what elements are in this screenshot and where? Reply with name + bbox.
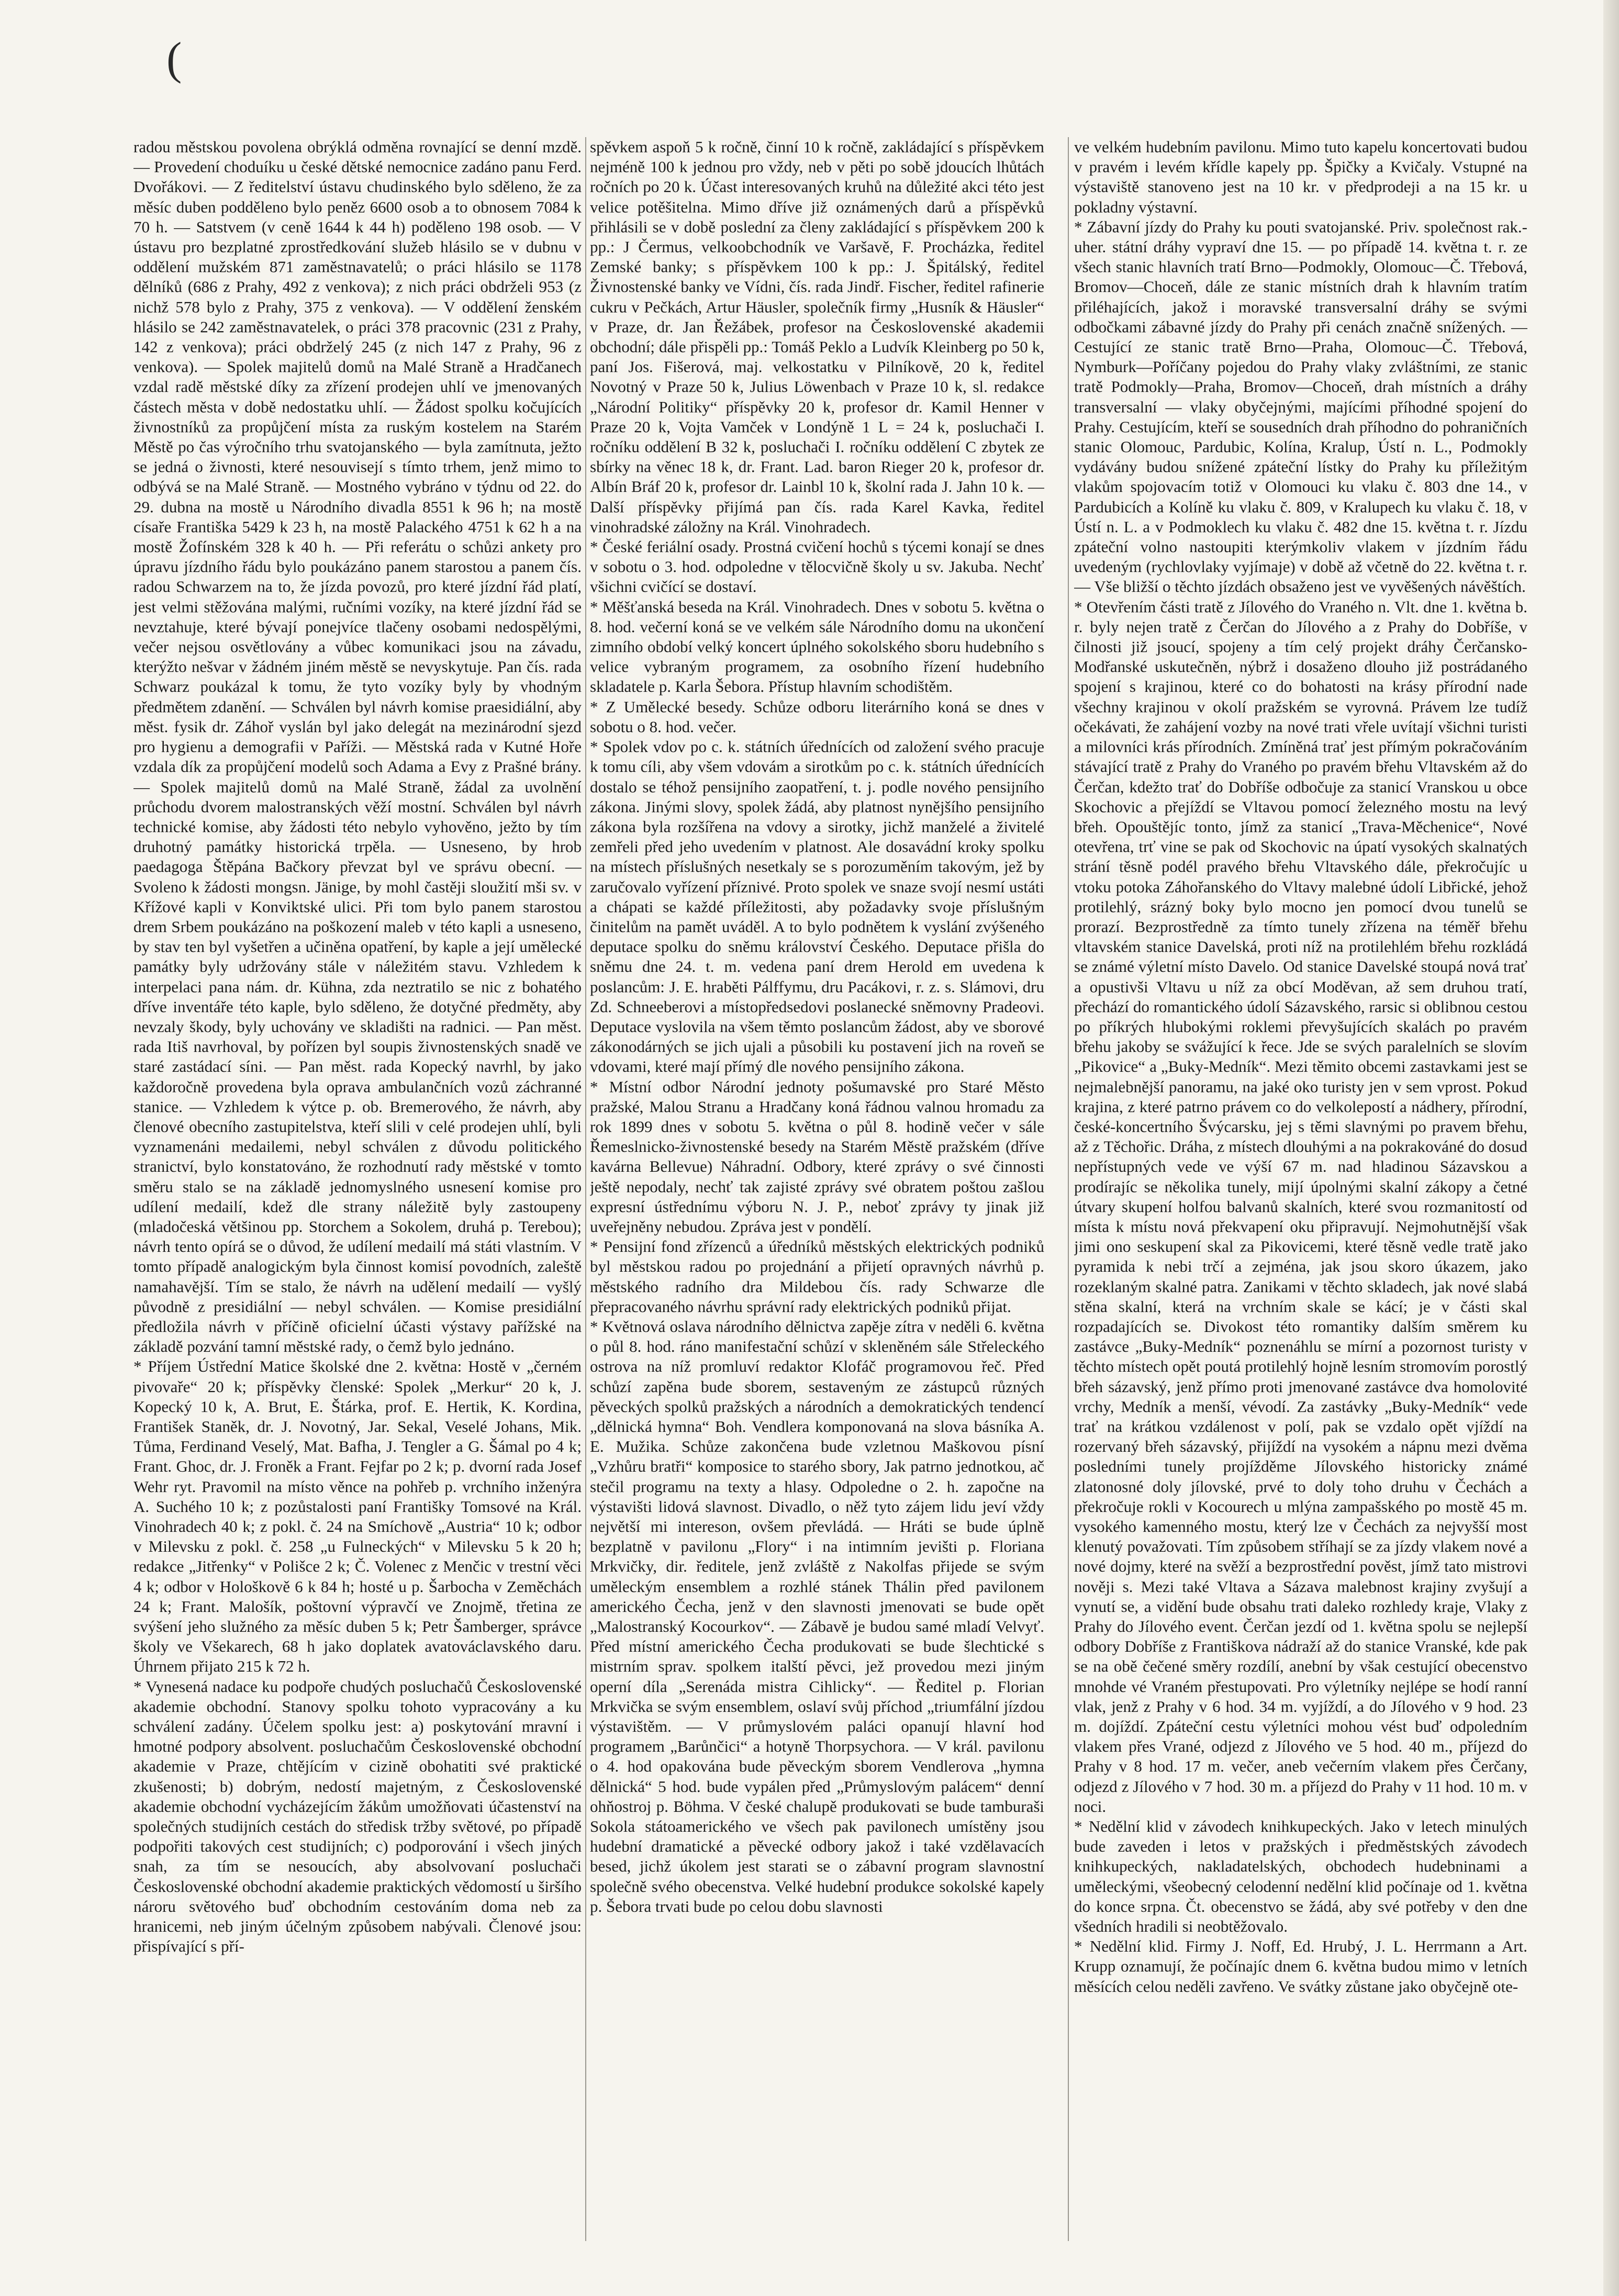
- paragraph-donors: spěvkem aspoň 5 k ročně, činní 10 k ročně, zakládající s příspěvkem nejméně 100 k jednou pro vždy, neb v pěti po sobě jdoucích lhůtách ročních po 20 k. Účast interesovaných kruhů na důležité akci této jest velice potěšitelna. Mimo dříve již oznámených darů a příspěvků přihlásili se v době poslední za členy zakládající s příspěvkem 200 k pp.: J Čermus, velkoobchodník ve Varšavě, F. Procházka, ředitel Zemské banky; s příspěvkem 100 k pp.: J. Špitálský, ředitel Živnostenské banky ve Vídni, čís. rada Jindř. Fischer, ředitel rafinerie cukru v Pečkách, Artur Häusler, společník firmy „Husník & Häusler“ v Praze, dr. Jan Řežábek, profesor na Československé akademii obchodní; dále přispěli pp.: Tomáš Peklo a Ludvík Kleinberg po 50 k, paní Jos. Fišerová, maj. velkostatku v Pilníkově, 20 k, ředitel Novotný v Praze 50 k, Julius Löwenbach v Praze 10 k, sl. redakce „Národní Politiky“ příspěvky 20 k, profesor dr. Kamil Henner v Praze 20 k, Vojta Vamček v Londýně 1 L = 24 k, posluchači I. ročníku oddělení B 32 k, posluchači I. ročníku oddělení C zbytek ze sbírky na věnec 18 k, dr. Frant. Lad. baron Rieger 20 k, profesor dr. Albín Bráf 20 k, profesor dr. Lainbl 10 k, školní rada J. Jahn 10 k. — Další příspěvky přijímá pan čís. rada Karel Kavka, ředitel vinohradské záložny na Král. Vinohradech.: [590, 138, 1044, 536]
- paragraph-ferialni-osady: * České feriální osady. Prostná cvičení hochů s týcemi konají se dnes v sobotu o 3. hod. odpoledne v tělocvičně školy u sv. Jakuba. Nechť všichni cvičící se dostaví.: [590, 537, 1044, 596]
- paragraph-akademie-nadace: * Vynesená nadace ku podpoře chudých posluchačů Československé akademie obchodní. Stanovy spolku tohoto vypracovány a ku schválení zadány. Účelem spolku jest: a) poskytování mravní i hmotné podpory absolvent. posluchačům Československé obchodní akademie v Praze, chtějícím v cizině obohatiti své praktické zkušenosti; b) dobrým, nedostí majetným, z Československé akademie obchodní vycházejícím žákům umožňovati účastenství na společných studijních cestách do středisk tržby světové, po případě podpořiti takových cest studijních; c) podporování i všech jiných snah, za tím se nesoucích, aby absolvovaní posluchači Československé obchodní akademie praktických vědomostí u širšího nároru světového buď obchodním cestováním doma neb za hranicemi, neb jiným účelným způsobem nabývali. Členové jsou: přispívající s pří-: [133, 1677, 582, 1956]
- paragraph-nedelni-klid-knihkupci: * Nedělní klid v závodech knihkupeckých. Jako v letech minulých bude zaveden i letos v pražských i předměstských závodech knihkupeckých, nakladatelských, obchodech hudebninami a uměleckými, všeobecný celodenní nedělní klid počínaje od 1. května do konce srpna. Čt. obecenstvo se žádá, aby své potřeby v den dne všedních hradili si neobtěžovalo.: [1074, 1817, 1527, 1936]
- page-edge-shadow: [1603, 0, 1619, 2296]
- column-divider: [1068, 137, 1069, 2241]
- column-divider: [585, 137, 586, 2241]
- paragraph-matice-skolska: * Příjem Ústřední Matice školské dne 2. května: Hostě v „černém pivovaře“ 20 k; příspěvky členské: Spolek „Merkur“ 20 k, J. Kopecký 10 k, A. Brut, E. Štárka, prof. E. Hertik, K. Kordina, František Staněk, dr. J. Novotný, Jar. Sekal, Veselé Johans, Mik. Tůma, Ferdinand Veselý, Mat. Bafha, J. Tengler a G. Šámal po 4 k; Frant. Ghoc, dr. J. Froněk a Frant. Fejfar po 2 k; p. dvorní rada Josef Wehr ryt. Pravomil na místo věnce na pohřeb p. vrchního inženýra A. Suchého 10 k; z pozůstalosti paní Františky Tomsové na Král. Vinohradech 40 k; z pokl. č. 24 na Smíchově „Austria“ 10 k; odbor v Milevsku z pokl. č. 258 „u Fulneckých“ v Milevsku 5 k 20 h; redakce „Jitřenky“ v Polišce 2 k; Č. Volenec z Menčic v trestní věci 4 k; odbor v Hološkově 6 k 84 h; hosté u p. Šarbocha v Zeměchách 24 k; Frant. Malošík, poštovní výpravčí ve Znojmě, třetina ze svýšení jeho služného za měsíc duben 5 k; Petr Šamberger, správce školy ve Všekarech, 68 h jako doplatek avatováclavského daru. Úhrnem přijato 215 k 72 h.: [133, 1357, 582, 1676]
- column-right: [1074, 137, 1527, 2241]
- paragraph-mestanska-beseda: * Měšťanská beseda na Král. Vinohradech. Dnes v sobotu 5. května o 8. hod. večerní koná se ve velkém sále Národního domu na ukončení zimního období velký koncert úplného sokolského sboru hudebního s velice vybraným programem, za osobního řízení hudebního skladatele p. Karla Šebora. Přístup hlavním schodištěm.: [590, 597, 1044, 696]
- paragraph-jednota-posumavska: * Místní odbor Národní jednoty pošumavské pro Staré Město pražské, Malou Stranu a Hradčany koná řádnou valnou hromadu za rok 1899 dnes v sobotu 5. května o půl 8. hodině večer v sále Řemeslnicko-živnostenské besedy na Starém Městě pražském (dříve kavárna Bellevue) Náhradní. Odbory, které zprávy o své činnosti ještě nepodaly, nechť tak zajisté zprávy své obratem poštou zašlou expresní ústřednímu výboru N. J. P., neboť zprávy ty jinak již uveřejněny nebudou. Zpráva jest v pondělí.: [590, 1077, 1044, 1236]
- paragraph-city-council: radou městskou povolena obrýklá odměna rovnající se denní mzdě. — Provedení choduíku u české dětské nemocnice zadáno panu Ferd. Dvořákovi. — Z ředitelství ústavu chudinského bylo sděleno, že za měsíc duben podděleno bylo peněz 6600 osob a to obnosem 7084 k 70 h. — Satstvem (v ceně 1644 k 44 h) poděleno 198 osob. — V ústavu pro bezplatné zprostředkování služeb hlásilo se v dubnu v oddělení mužském 871 zaměstnavatelů; o práci hlásilo se 1178 dělníků (686 z Prahy, 492 z venkova); z nich práci obdrželi 953 (z nichž 578 bylo z Prahy, 375 z venkova). — V oddělení ženském hlásilo se 242 zaměstnavatelek, o práci 378 pracovnic (231 z Prahy, 142 z venkova); práci obdrželý 245 (z nich 147 z Prahy, 96 z venkova). — Spolek majitelů domů na Malé Straně a Hradčanech vzdal radě městské díky za zřízení prodejen uhlí ve jmenovaných částech města v době nedostatku uhlí. — Žádost spolku kočujících živnostníků za propůjčení místa za ruským kostelem na Starém Městě po čas výročního trhu svatojanského — byla zamítnuta, ježto se jedná o živnosti, které nesouvisejí s tímto trhem, jenž mimo to odbývá se na Malé Straně. — Mostného vybráno v týdnu od 22. do 29. dubna na mostě u Národního divadla 8551 k 96 h; na mostě císaře Františka 5429 k 23 h, na mostě Palackého 4751 k 62 h a na mostě Žofínském 328 k 40 h. — Při referátu o schůzi ankety pro úpravu jízdního řádu bylo poukázáno panem starostou a panem čís. radou Schwarzem na to, že jízda povozů, pro které jízdní řád platí, jest velmi stěžována malými, ručními vozíky, na které jízdní řád se nevztahuje, které bývají ponejvíce tlačeny osobami nedospělými, večer nejsou osvětlovány a vůbec komunikaci jsou na závadu, kterýžto nešvar v žádném jiném městě se nevyskytuje. Pan čís. rada Schwarz poukázal k tomu, že tyto vozíky byly by vhodným předmětem zdanění. — Schválen byl návrh komise praesidiální, aby měst. fysik dr. Záhoř vyslán byl jako delegát na mezinárodní sjezd pro hygienu a demografii v Paříži. — Městská rada v Kutné Hoře vzdala dík za propůjčení modelů soch Adama a Evy z Prašné brány. — Spolek majitelů domů na Malé Straně, žádal za uvolnění průchodu dvorem malostranských věží mostní. Schválen byl návrh technické komise, aby žádosti této nebylo vyhověno, ježto by tím druhotný památky historická trpěla. — Usneseno, by hrob paedagoga Štěpána Bačkory převzat byl ve správu obecní. — Svoleno k žádosti mongsn. Jänige, by mohl častěji sloužití mši sv. v Křížové kapli v Konviktské ulici. Při tom bylo panem starostou drem Srbem poukázáno na poškození maleb v této kapli a usneseno, by stav ten byl vyšetřen a učiněna opatření, by kaple a její umělecké památky byly udržovány stále v náležitém stavu. Vzhledem k interpelaci pana nám. dr. Kühna, zda neztratilo se nic z bohatého dříve inventáře této kaple, bylo sděleno, že dotyčné předměty, aby nevzaly škody, byly uchovány ve skladišti na radnici. — Pan měst. rada Itiš navrhoval, by pořízen byl soupis živnostenských snadě ve staré zastádací síni. — Pan měst. rada Kopecký navrhl, by jako každoročně provedena byla oprava ambulančních vozů záchranné stanice. — Vzhledem k výtce p. ob. Bremerového, že návrh, aby členové obecního zastupitelstva, kteří slili v celé prodejen uhlí, byli vyznamenáni medailemi, nebyl schválen z důvodu politického stranictví, bylo konstatováno, že rozhodnutí rady městské v tomto směru stalo se na základě jednomyslného usnesení komise pro udílení medailí, kdež dle strany náležitě byly zastoupeny (mladočeská většinou pp. Storchem a Sokolem, druhá p. Terebou); návrh tento opírá se o důvod, že udílení medailí má státi vlastním. V tomto případě analogickým byla činnost komisí povodních, zaleště namahavější. Tím se stalo, že návrh na udělení medailí — vyšlý původně z presidiální — nebyl schválen. — Komise presidiální předložila návrh v příčině oficielní účasti výstavy pařížské na základě pozvání tamní městské rady, o čemž bylo jednáno.: [133, 138, 582, 1356]
- paragraph-vystaviste: ve velkém hudebním pavilonu. Mimo tuto kapelu koncertovati budou v pravém i levém křídle kapely pp. Špičky a Kvičaly. Vstupné na výstaviště stanoveno jest na 10 kr. v předprodeji a na 15 kr. u pokladny výstavní.: [1074, 138, 1527, 216]
- paragraph-nedelni-klid-firmy: * Nedělní klid. Firmy J. Noff, Ed. Hrubý, J. L. Herrmann a Art. Krupp oznamují, že počínajíc dnem 6. května budou mimo v letních měsících celou neděli zavřeno. Ve svátky zůstane jako obyčejně ote-: [1074, 1937, 1527, 1996]
- paragraph-pensijni-fond: * Pensijní fond zřízenců a úředníků městských elektrických podniků byl městskou radou po projednání a přijetí opravných návrhů p. městského radního dra Mildebou čís. rady Schwarze dle přepracovaného návrhu správní rady elektrických podniků přijat.: [590, 1237, 1044, 1316]
- paragraph-trat-jilove: * Otevřením části tratě z Jílového do Vraného n. Vlt. dne 1. května b. r. byly nejen tratě z Čerčan do Jílového a z Prahy do Dobříše, v čilnosti již jsoucí, spojeny a tím celý projekt dráhy Čerčansko-Modřanské uskutečněn, nýbrž i dosaženo dlouho již postrádaného spojení s krajinou, které co do bohatosti na krásy přírodní nade všechny krajinou v okolí pražském se vyrovná. Právem lze tudíž očekávati, že zahájení vozby na nové trati vřele uvítají všichni turisti a milovníci krás přírodních. Zmíněná trať jest přímým pokračováním stávající tratě z Prahy do Vraného po pravém břehu Vltavském až do Čerčan, kdežto trať do Dobříše odbočuje za stanicí Vranskou u obce Skochovic a přejíždí se Vltavou pomocí železného mostu na levý břeh. Opouštějíc tonto, jímž za stanicí „Trava-Měchenice“, Nové otevřena, trť vine se pak od Skochovic na úpatí vysokých skalnatých strání těsně podél pravého břehu Vltavského dále, překročujíc u vtoku potoka Záhořanského do Vltavy malebné údolí Libřické, jehož protilehlý, srázný boky bylo mocno jen pomocí dvou tunelů se prorazí. Bezprostředně za tímto tunely zřízena na téměř břehu vltavském stanice Davelská, proti níž na protilehlém břehu rozkládá se známé výletní místo Davelo. Od stanice Davelské stoupá nová trať a opustivši Vltavu u níž za obcí Moděvan, až sem druhou tratí, přechází do romantického údolí Sázavského, rarsic si oblibnou cestou po příkrých hlubokými roklemi převyšujících skalách po pravém břehu jakoby se svážující k řece. Jde se svých paralelních se slovím „Pikovice“ a „Buky-Medník“. Mezi těmito obcemi zastavkami jest se nejmalebnější panoramu, na jaké oko turisty jen v sem vprost. Pokud krajina, z které patrno právem co do velkolepostí a nádhery, přírodní, české-koncertního Švýcarsku, jej s těmi slavnými po pravem břehu, až z Těchořic. Dráha, z místech dlouhými a na pokrakováné do dosud nepřístupných vede ve výší 67 m. nad hladinou Sázavskou a prodírajíc se několika tunely, mijí úpolnými skalní zákopy a četné útvary skupení holfou balvanů skalních, které svou rozmanitostí od místa k místu nová překvapení oku připravují. Nejmohutnější však jimi ono seskupení skal za Pikovicemi, které těsně vedle tratě jako pyramida k nebi trčí a zejména, jak jsou skoro úkazem, jako rozeklaným skalné patra. Zanikami v těchto skladech, jak nové slabá stěna skalní, která na vrchním skale se kácí; je v části skal rozpadajících se. Divokost této romantiky dalším směrem ku zastávce „Buky-Medník“ poznenáhlu se mírní a pozornost turisty v těchto místech opět poutá protilehlý hojně lesním stromovím porostlý břeh sázavský, jenž přímo proti jmenované zastávce dva homolovité vrchy, Medník a menší, vévodí. Za zastávky „Buky-Medník“ vede trať na krátkou vzdálenost v polí, pak se vzdalo opět vjíždí na rozervaný břeh sázavský, přijíždí na vysokém a nápnu mezi dvěma posledními tunely projížděme Jílovského historicky známé zlatonosné doly jílovské, prvé to doly toho druhu v Čechách a překročuje rokli v Kocourech u mlýna zampašského po mostě 45 m. vysokého kamenného mostu, který lze v Čechách za nejvyšší most klenutý považovati. Tím způsobem stříhají se za jízdy vlakem nové a nové dojmy, které na svěží a bezprostřední pověst, jímž tato mistrovi nověji s. Mezi také Vltava a Sázava malebnost krajiny zvyšují a vynutí se, a vidění bude obsahu trati daleko rozhledy kraje, Vlaky z Prahy do Jílového event. Čerčan jezdí od 1. května spolu se nejlepší odbory Dobříše z Františkova nádraží až do stanice Vranské, kde pak se na obě čečené směry rozdílí, anební by však cestující obecenstvo mnohde vé Vraném přestupovati. Pro výletníky nejlépe se hodí ranní vlak, jenž z Prahy v 6 hod. 34 m. vyjíždí, a do Jílového v 9 hod. 23 m. dojíždí. Zpáteční cestu výletníci mohou vést buď odpoledním vlakem přes Vrané, odjezd z Jílového ve 5 hod. 40 m., příjezd do Prahy v 8 hod. 17 m. večer, aneb večerním vlakem přes Čerčany, odjezd z Jílového v 7 hod. 30 m. a příjezd do Prahy v 11 hod. 10 m. v noci.: [1074, 597, 1527, 1816]
- paragraph-kvetnova-oslava: * Květnová oslava národního dělnictva zapěje zítra v neděli 6. května o půl 8. hod. ráno manifestační schůzí v skleněném sále Střeleckého ostrova na níž promluví redaktor Klofáč programovou řeč. Před schůzí zapěna bude sborem, sestaveným ze zástupců různých pěveckých spolků pražských a národních a demokratických tendencí „dělnická hymna“ Boh. Vendlera komponovaná na slova básníka A. E. Mužika. Schůze zakončena bude vzletnou Maškovou písní „Vzhůru bratři“ komposice to starého sbory, Jak patrno jednotkou, ač stečil programu na texty a hlasy. Odpoledne o 2. h. započne na výstavišti lidová slavnost. Divadlo, o něž tyto zájem lidu jeví vždy největší mi intereson, ovšem převládá. — Hráti se bude úplně bezplatně v pavilonu „Flory“ i na intimním jevišti p. Floriana Mrkvičky, dir. ředitele, jenž zvláště z Nakolfas přijede se svým uměleckým ensemblem a rozhlé stánek Thálin před pavilonem amerického Čecha, jenž v den slavnosti jmenovati se bude opět „Malostranský Kocourkov“. — Zábavě je budou samé mladí Velvyť. Před místní amerického Čecha produkovati se bude šlechtické s mistrním sprav. spolkem italští pěvci, jež provedou mezi jiným operní díla „Serenáda mistra Cihlicky“. — Ředitel p. Florian Mrkvička se svým ensemblem, oslaví svůj příchod „triumfální jízdou výstavištěm. — V průmyslovém paláci opanují hlavní hod programem „Barůnčici“ a hotyně Thorpsychora. — V král. pavilonu o 4. hod opakována bude pěveckým sborem Vendlerova „hymna dělnická“ 5 hod. bude vypálen před „Průmyslovým palácem“ denní ohňostroj p. Böhma. V české chalupě produkovati se bude tamburaši Sokola státoamerického ve všech pak pavilonech umístěny jsou hudební dramatické a pěvecké odbory jakož i také vzdělavacích besed, jichž úkolem jest starati se o zábavní program slavnostní společně svého obecenstva. Velké hudební produkce sokolské kapely p. Šebora trvati bude po celou dobu slavnosti: [590, 1317, 1044, 1916]
- paragraph-spolek-vdov: * Spolek vdov po c. k. státních úřednících od založení svého pracuje k tomu cíli, aby všem vdovám a sirotkům po c. k. státních úřednících dostalo se téhož pensijního zaopatření, t. j. podle nového pensijního zákona. Jinými slovy, spolek žádá, aby platnost nynějšího pensijního zákona byla rozšířena na vdovy a sirotky, jichž manželé a živitelé zemřeli před jeho uvedením v platnost. Ale dosavádní kroky spolku na místech příslušných nesetkaly se s porozuměním takovým, jež by zaručovalo vyřízení příznivé. Proto spolek ve snaze svojí nesmí ustáti a chápati se každé příležitosti, aby požadavky svoje příslušným činitelům na pamět uváděl. A to bylo podnětem k vyslání zvýšeného deputace spolku do sněmu království Českého. Deputace přišla do sněmu dne 24. t. m. vedena paní drem Herold em uvedena k poslancům: J. E. hraběti Pálffymu, dru Pacákovi, r. z. s. Slámovi, dru Zd. Schneeberovi a místopředsedovi poslanecké sněmovny Pradeovi. Deputace vyslovila na všem těmto poslancům žádost, aby ve sborové zákonodárných se jich ujali a působili ku postavení jich na roveň se vdovami, které mají přímý dle nového pensijního zákona.: [590, 737, 1044, 1076]
- column-left: [133, 137, 582, 2241]
- column-middle: [590, 137, 1044, 2241]
- paragraph-umelecka-beseda: * Z Umělecké besedy. Schůze odboru literárního koná se dnes v sobotu o 8. hod. večer.: [590, 697, 1044, 736]
- paragraph-zabavni-jizdy: * Zábavní jízdy do Prahy ku pouti svatojanské. Priv. společnost rak.-uher. státní dráhy vypraví dne 15. — po případě 14. května t. r. ze všech stanic hlavních tratí Brno—Podmokly, Olomouc—Č. Třebová, Bromov—Choceň, dále ze stanic místních drah k hlavním tratím přiléhajících, jakož i moravské transversalní dráhy se svými odbočkami zábavné jízdy do Prahy při cenách značně snížených. — Cestující ze stanic tratě Brno—Praha, Olomouc—Č. Třebová, Nymburk—Poříčany pojedou do Prahy vlaky zvláštními, ze stanic tratě Podmokly—Praha, Bromov—Choceň, drah místních a dráhy transversalní — vlaky obyčejnými, majícími příhodné spojení do Prahy. Cestujícím, kteří se sousedních drah příhodno do pohraničních stanic Olomouc, Pardubic, Kolína, Kralup, Ústí n. L., Podmokly vydávány budou snížené zpáteční lístky do Prahy ku příležitým vlakům spojovacím totiž v Olomouci ku vlaku č. 803 dne 14., v Pardubicích a Kolíně ku vlaku č. 809, v Kralupech ku vlaku č. 18, v Ústí n. L. a v Podmoklech ku vlaku č. 482 dne 15. května t. r. Jízdu zpáteční volno nastoupiti kterýmkoliv vlakem v jízdním řádu uvedeným (rychlovlaky vyjímaje) v době až včetně do 22. května t. r. — Vše bližší o těchto jízdách obsaženo jest ve vyvěšených návěštích.: [1074, 217, 1527, 596]
- page-margin-mark: (: [166, 33, 182, 84]
